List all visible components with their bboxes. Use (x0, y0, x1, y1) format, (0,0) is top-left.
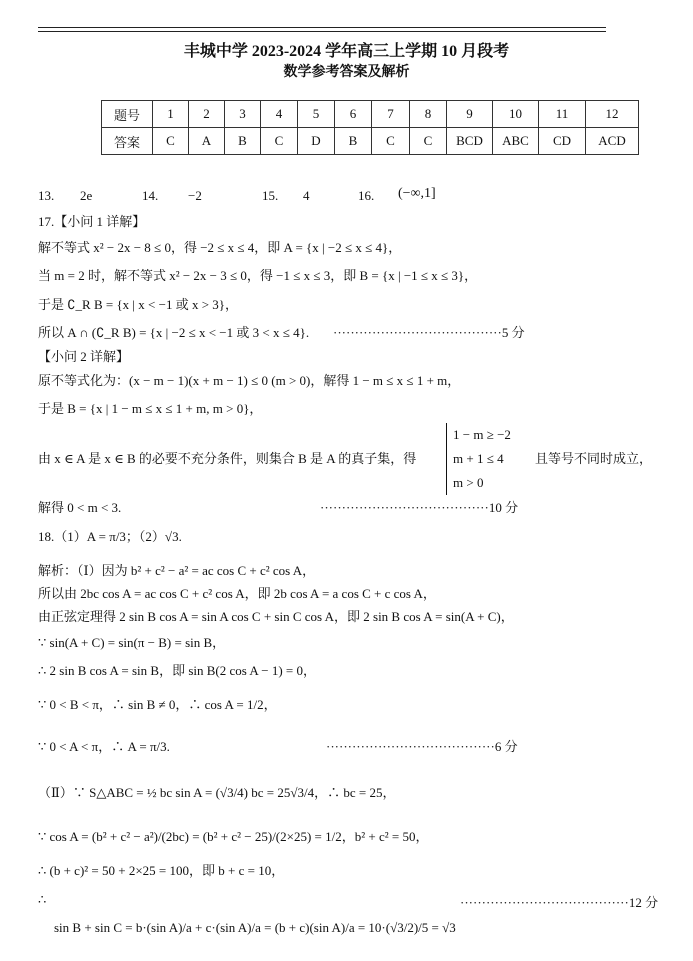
table-cell: 11 (539, 101, 586, 128)
table-cell: D (298, 128, 335, 155)
table-cell: 3 (225, 101, 261, 128)
q17-line: 所以 A ∩ (∁_R B) = {x | −2 ≤ x < −1 或 3 < x ≤ 4}. (38, 325, 310, 340)
table-cell: 5 (298, 101, 335, 128)
table-cell: C (372, 128, 410, 155)
q18-heading: 18.（1）A = π/3；（2）√3. (38, 529, 182, 544)
document-subtitle: 数学参考答案及解析 (283, 65, 410, 80)
answer-table (101, 100, 639, 155)
system-row: m > 0 (453, 475, 484, 490)
q16-number: 16. (358, 188, 375, 203)
table-cell: CD (539, 128, 586, 155)
table-row (102, 128, 639, 155)
q18-line: ∴ 2 sin B cos A = sin B，即 sin B(2 cos A − 1) = 0， (38, 663, 317, 678)
table-cell: C (410, 128, 447, 155)
table-cell: 2 (189, 101, 225, 128)
q17-line: 解得 0 < m < 3. (38, 500, 122, 515)
q16-answer: (−∞,1] (398, 186, 436, 201)
table-cell: C (153, 128, 189, 155)
table-cell: 12 (586, 101, 639, 128)
q17-subheading: 【小问 2 详解】 (38, 349, 130, 364)
q17-line: 且等号不同时成立， (535, 451, 653, 466)
q18-line: ∴ (b + c)² = 50 + 2×25 = 100，即 b + c = 10， (38, 863, 285, 878)
q14-answer: −2 (188, 188, 202, 203)
q13-number: 13. (38, 188, 55, 203)
document-title: 丰城中学 2023-2024 学年高三上学期 10 月段考 (183, 43, 510, 60)
q18-line: sin B + sin C = b·(sin A)/a + c·(sin A)/a = (b + c)(sin A)/a = 10·(√3/2)/5 = √3 (54, 920, 456, 935)
table-cell: 4 (261, 101, 298, 128)
table-cell: BCD (447, 128, 493, 155)
system-row: m + 1 ≤ 4 (453, 451, 504, 466)
q18-line: 由正弦定理得 2 sin B cos A = sin A cos C + sin C cos A，即 2 sin B cos A = sin(A + C)， (38, 609, 514, 624)
row-label: 题号 (102, 101, 153, 128)
q15-answer: 4 (303, 188, 310, 203)
table-cell: ACD (586, 128, 639, 155)
table-cell: C (261, 128, 298, 155)
system-row: 1 − m ≥ −2 (453, 427, 511, 442)
score-marker: ·······································6 分 (326, 739, 518, 754)
table-cell: B (335, 128, 372, 155)
q17-line: 由 x ∈ A 是 x ∈ B 的必要不充分条件，则集合 B 是 A 的真子集，得 (38, 451, 417, 466)
score-marker: ·······································5 分 (333, 325, 525, 340)
q18-line: ∴ (38, 892, 47, 907)
q18-line: ∵ 0 < A < π，∴ A = π/3. (38, 739, 170, 754)
table-cell: 9 (447, 101, 493, 128)
table-row (102, 101, 639, 128)
q15-number: 15. (262, 188, 279, 203)
q14-number: 14. (142, 188, 159, 203)
q18-line: ∵ sin(A + C) = sin(π − B) = sin B， (38, 635, 226, 650)
inequality-system (446, 423, 511, 495)
table-cell: 8 (410, 101, 447, 128)
table-cell: ABC (493, 128, 539, 155)
score-marker: ·······································12 分 (460, 895, 659, 910)
q17-line: 当 m = 2 时，解不等式 x² − 2x − 3 ≤ 0，得 −1 ≤ x ≤ 3，即 B = {x | −1 ≤ x ≤ 3}， (38, 268, 478, 283)
q17-line: 解不等式 x² − 2x − 8 ≤ 0，得 −2 ≤ x ≤ 4，即 A = {x | −2 ≤ x ≤ 4}， (38, 240, 402, 255)
q17-line: 于是 B = {x | 1 − m ≤ x ≤ 1 + m, m > 0}， (38, 401, 263, 416)
table-cell: 1 (153, 101, 189, 128)
top-rule-2 (38, 31, 606, 32)
score-marker: ·······································10 分 (320, 500, 519, 515)
table-cell: 6 (335, 101, 372, 128)
q17-heading: 17.【小问 1 详解】 (38, 214, 146, 229)
table-cell: 7 (372, 101, 410, 128)
q17-line: 于是 ∁_R B = {x | x < −1 或 x > 3}， (38, 297, 239, 312)
q18-line: ∵ 0 < B < π，∴ sin B ≠ 0，∴ cos A = 1/2， (38, 697, 277, 712)
row-label: 答案 (102, 128, 153, 155)
table-cell: B (225, 128, 261, 155)
q13-answer: 2e (80, 188, 93, 203)
q18-line: 解析：（Ⅰ）因为 b² + c² − a² = ac cos C + c² cos A， (38, 563, 316, 578)
q18-line: 所以由 2bc cos A = ac cos C + c² cos A，即 2b cos A = a cos C + c cos A， (38, 586, 436, 601)
top-rule-1 (38, 27, 606, 28)
q18-line: （Ⅱ）∵ S△ABC = ½ bc sin A = (√3/4) bc = 25√3/4，∴ bc = 25， (38, 785, 396, 800)
q18-line: ∵ cos A = (b² + c² − a²)/(2bc) = (b² + c² − 25)/(2×25) = 1/2，b² + c² = 50， (38, 829, 429, 844)
table-cell: A (189, 128, 225, 155)
q17-line: 原不等式化为：(x − m − 1)(x + m − 1) ≤ 0 (m > 0)，解得 1 − m ≤ x ≤ 1 + m， (38, 373, 461, 388)
table-cell: 10 (493, 101, 539, 128)
